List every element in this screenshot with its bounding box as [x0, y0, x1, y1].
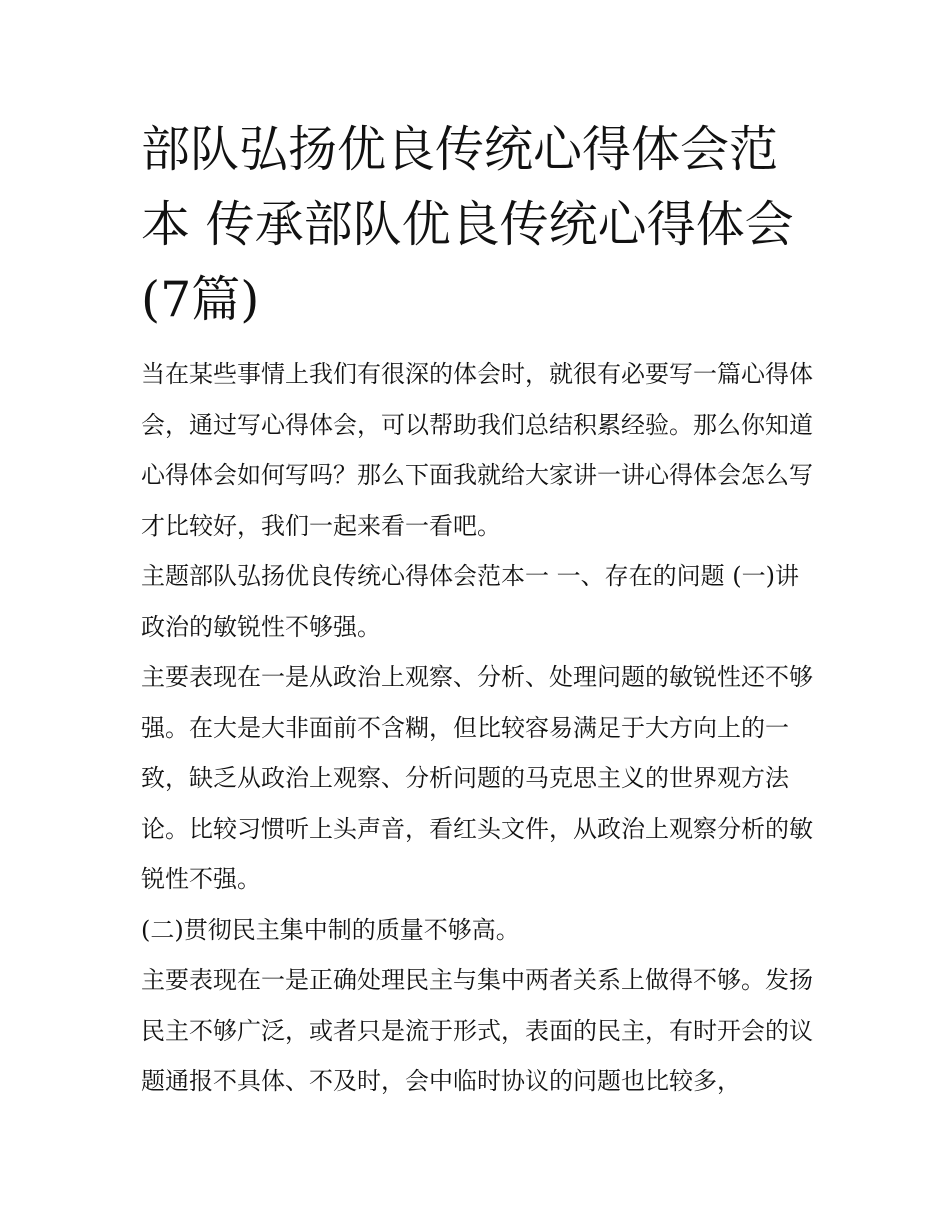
document-title: 部队弘扬优良传统心得体会范本 传承部队优良传统心得体会(7篇) [141, 121, 794, 328]
paragraph-section-two: (二)贯彻民主集中制的质量不够高。 [141, 915, 520, 944]
document-page [141, 112, 813, 1107]
paragraph-political-sensitivity: 主要表现在一是从政治上观察、分析、处理问题的敏锐性还不够强。在大是大非面前不含糊，但比较容易满足于大方向上的一致，缺乏从政治上观察、分析问题的马克思主义的世界观方法论。比较习惯听上头声音，看红头文件，从政治上观察分析的敏锐性不强。 [141, 663, 813, 893]
paragraph-intro: 当在某些事情上我们有很深的体会时，就很有必要写一篇心得体会，通过写心得体会，可以帮助我们总结积累经验。那么你知道心得体会如何写吗？那么下面我就给大家讲一讲心得体会怎么写才比较好，我们一起来看一看吧。 [141, 360, 813, 540]
paragraph-section-one: 主题部队弘扬优良传统心得体会范本一 一、存在的问题 (一)讲政治的敏锐性不够强。 [141, 562, 799, 641]
paragraph-democratic-centralism: 主要表现在一是正确处理民主与集中两者关系上做得不够。发扬民主不够广泛，或者只是流于形式，表面的民主，有时开会的议题通报不具体、不及时，会中临时协议的问题也比较多， [141, 966, 813, 1095]
document-body [141, 349, 813, 1107]
